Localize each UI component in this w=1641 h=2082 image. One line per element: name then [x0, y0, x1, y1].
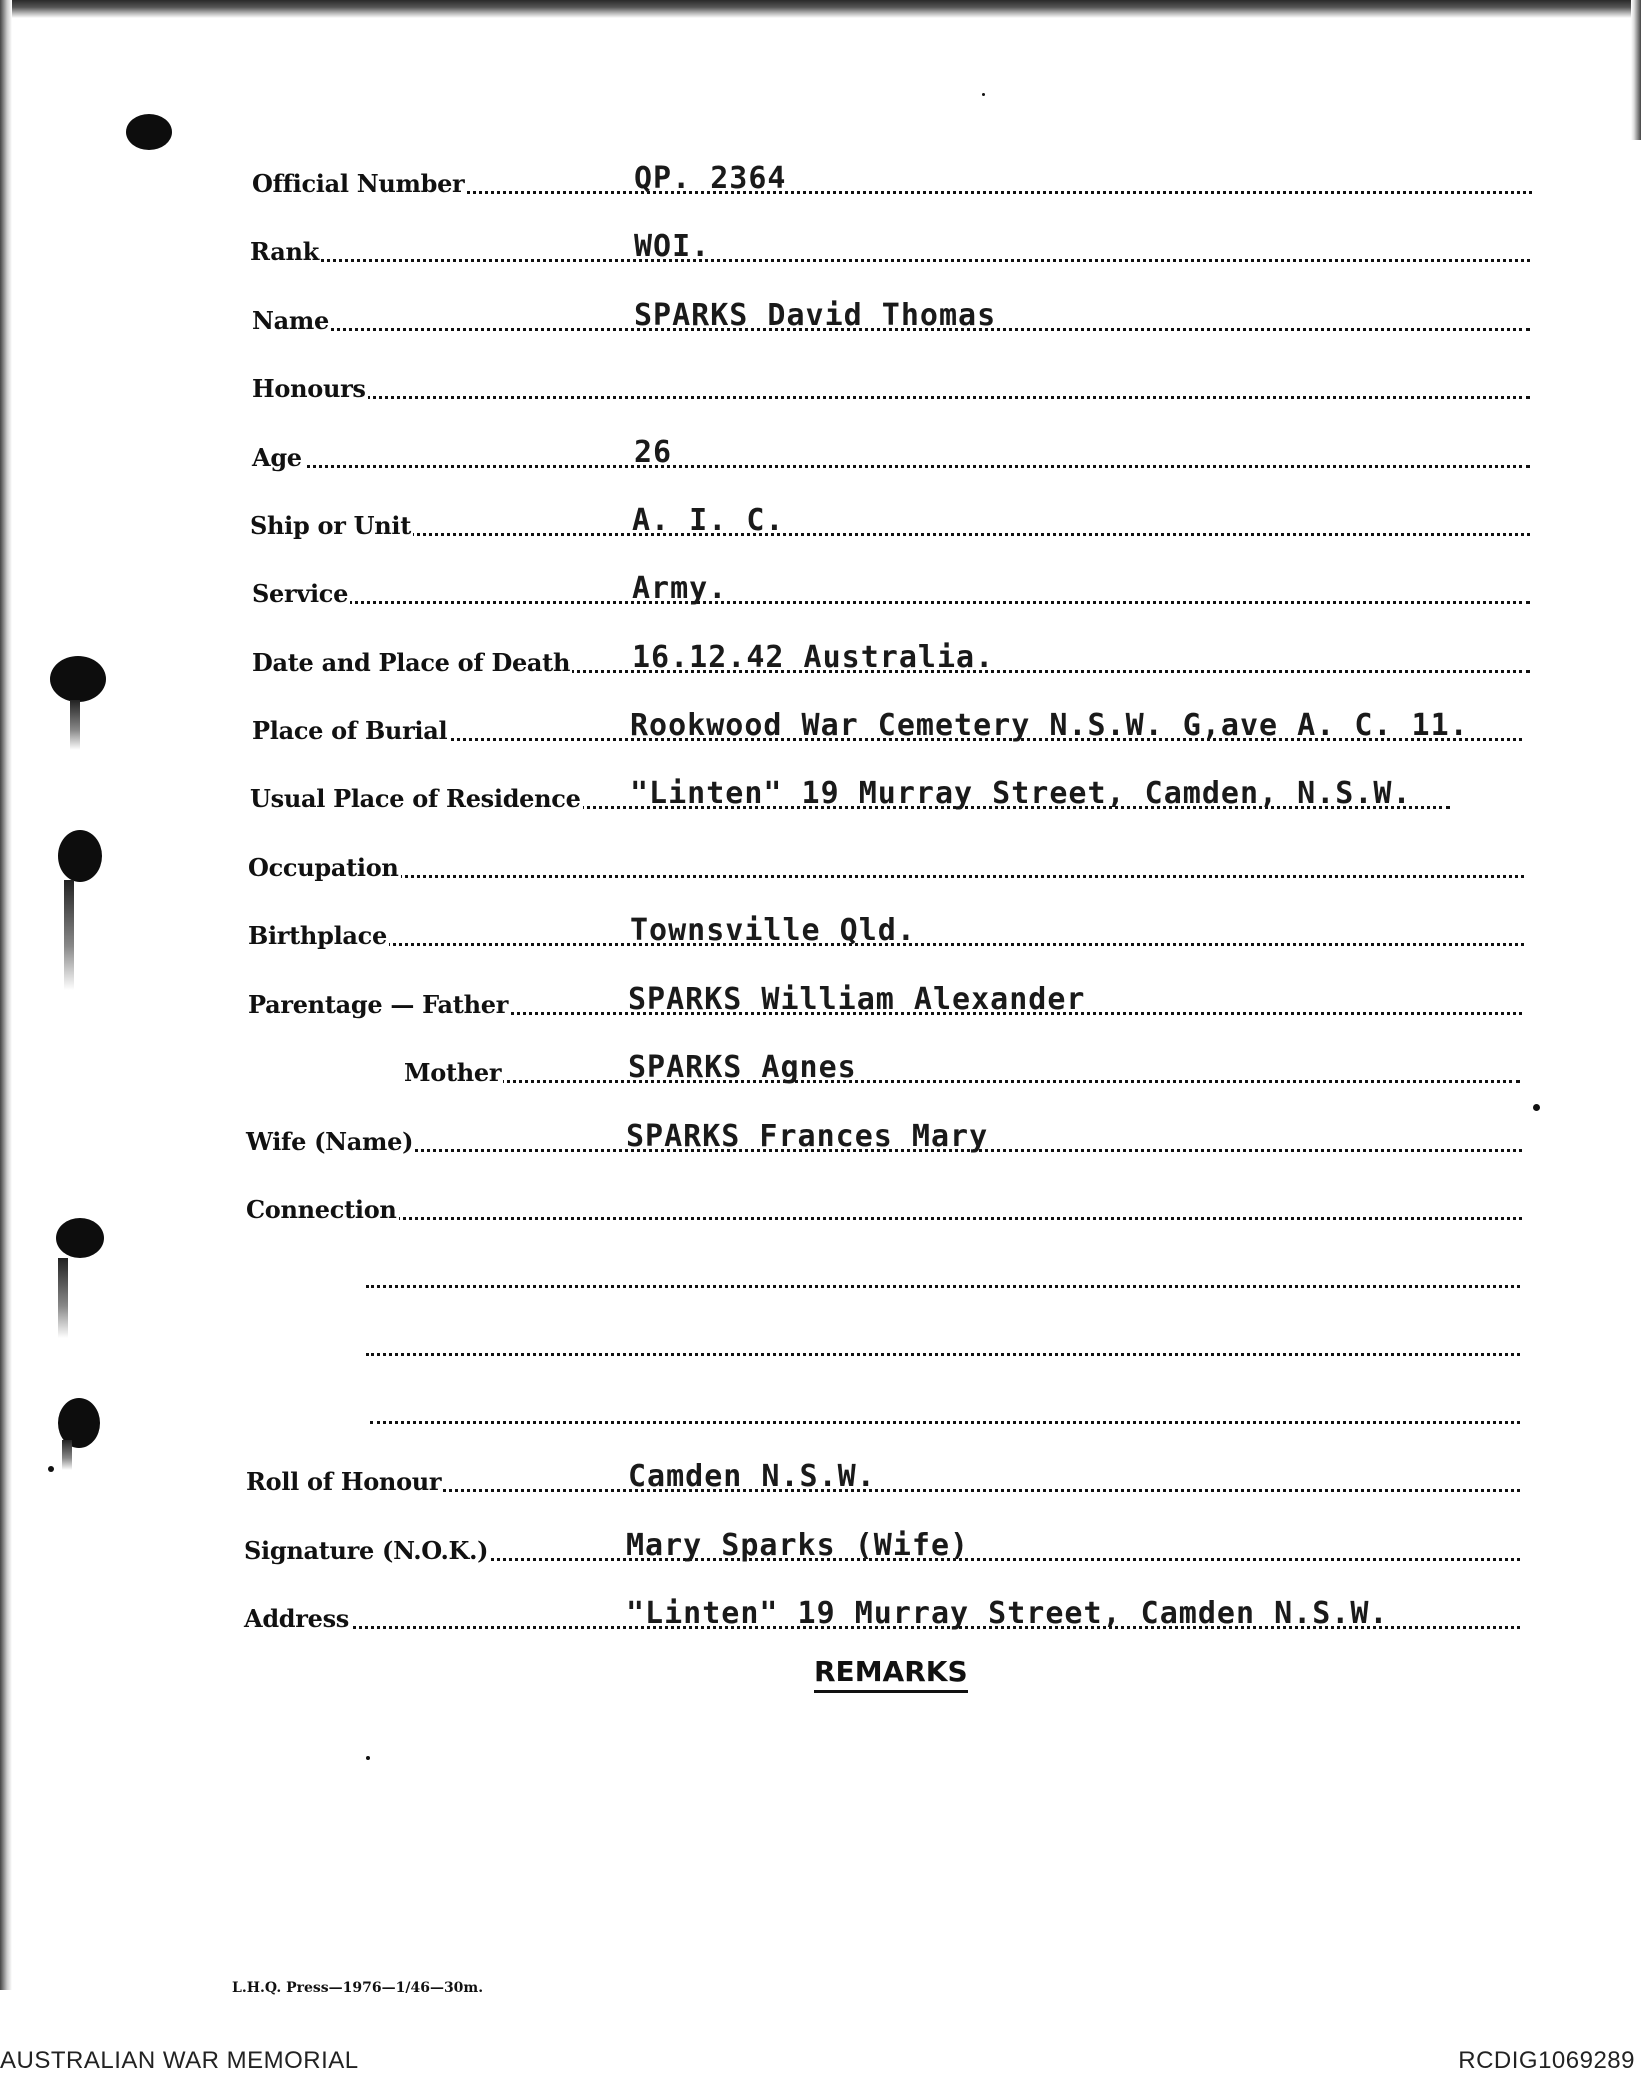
connection-dotted-line-3	[366, 1353, 1520, 1356]
service-label: Service	[252, 579, 349, 608]
scan-top-edge	[0, 0, 1641, 18]
punch-hole	[126, 114, 172, 150]
form-row-usual-residence	[0, 775, 1641, 815]
form-row-birthplace	[0, 912, 1641, 952]
form-row-honours	[0, 365, 1641, 405]
printer-imprint: L.H.Q. Press—1976—1/46—30m.	[232, 1980, 484, 1996]
rank-value: WOI.	[634, 229, 711, 264]
connection-dotted-line-4	[370, 1421, 1520, 1424]
form-row-rank	[0, 228, 1641, 268]
birthplace-value: Townsville Qld.	[630, 913, 916, 948]
name-value: SPARKS David Thomas	[634, 298, 997, 333]
form-row-occupation	[0, 844, 1641, 884]
form-row-connection-3	[0, 1322, 1641, 1362]
address-label: Address	[244, 1604, 350, 1633]
signature-nok-value: Mary Sparks (Wife)	[626, 1528, 970, 1563]
form-row-place-of-burial	[0, 707, 1641, 747]
ship-or-unit-value: A. I. C.	[632, 503, 785, 538]
age-label: Age	[252, 443, 302, 472]
roll-of-honour-value: Camden N.S.W.	[628, 1459, 876, 1494]
official-number-value: QP. 2364	[634, 161, 787, 196]
service-value: Army.	[632, 571, 728, 606]
form-row-mother	[0, 1049, 1641, 1089]
service-dotted-line	[252, 601, 1530, 604]
occupation-label: Occupation	[248, 853, 399, 882]
birthplace-label: Birthplace	[248, 921, 387, 950]
wife-label: Wife (Name)	[246, 1127, 414, 1156]
father-value: SPARKS William Alexander	[628, 982, 1086, 1017]
date-place-death-label: Date and Place of Death	[252, 648, 571, 677]
place-of-burial-value: Rookwood War Cemetery N.S.W. G,ave A. C. 11.	[630, 708, 1469, 743]
footer-institution: AUSTRALIAN WAR MEMORIAL	[0, 2047, 359, 2074]
usual-residence-label: Usual Place of Residence	[250, 784, 581, 813]
form-row-signature-nok	[0, 1527, 1641, 1567]
mother-value: SPARKS Agnes	[628, 1050, 857, 1085]
form-row-wife	[0, 1118, 1641, 1158]
rank-dotted-line	[250, 259, 1530, 262]
ship-or-unit-label: Ship or Unit	[250, 511, 412, 540]
name-label: Name	[252, 306, 329, 335]
honours-dotted-line	[252, 396, 1530, 399]
ink-speck	[366, 1756, 370, 1760]
official-number-label: Official Number	[252, 169, 465, 198]
signature-nok-label: Signature (N.O.K.)	[244, 1536, 489, 1565]
form-row-connection-4	[0, 1390, 1641, 1430]
form-row-age	[0, 434, 1641, 474]
wife-value: SPARKS Frances Mary	[626, 1119, 989, 1154]
address-value: "Linten" 19 Murray Street, Camden N.S.W.	[626, 1596, 1389, 1631]
ink-speck	[982, 93, 985, 96]
rank-label: Rank	[250, 237, 319, 266]
form-row-date-place-death	[0, 639, 1641, 679]
form-row-service	[0, 570, 1641, 610]
date-place-death-value: 16.12.42 Australia.	[632, 640, 995, 675]
form-row-father	[0, 981, 1641, 1021]
connection-dotted-line	[246, 1217, 1522, 1220]
form-row-connection-2	[0, 1254, 1641, 1294]
age-value: 26	[634, 435, 673, 470]
form-row-address	[0, 1595, 1641, 1635]
father-label: Parentage — Father	[248, 990, 509, 1019]
scan-right-edge	[1631, 0, 1641, 140]
form-row-ship-or-unit	[0, 502, 1641, 542]
form-row-official-number	[0, 160, 1641, 200]
place-of-burial-label: Place of Burial	[252, 716, 448, 745]
mother-label: Mother	[404, 1058, 502, 1087]
form-row-name	[0, 297, 1641, 337]
usual-residence-value: "Linten" 19 Murray Street, Camden, N.S.W.	[630, 776, 1412, 811]
occupation-dotted-line	[248, 875, 1524, 878]
mother-dotted-line	[404, 1080, 1520, 1083]
honours-label: Honours	[252, 374, 366, 403]
ink-speck	[1533, 1104, 1540, 1111]
roll-of-honour-label: Roll of Honour	[246, 1467, 442, 1496]
ship-or-unit-dotted-line	[250, 533, 1530, 536]
form-row-connection	[0, 1186, 1641, 1226]
connection-label: Connection	[246, 1195, 397, 1224]
connection-dotted-line-2	[366, 1285, 1520, 1288]
footer-record-id: RCDIG1069289	[1458, 2047, 1635, 2074]
remarks-heading: REMARKS	[814, 1655, 968, 1693]
age-dotted-line	[252, 465, 1530, 468]
form-row-roll-of-honour	[0, 1458, 1641, 1498]
